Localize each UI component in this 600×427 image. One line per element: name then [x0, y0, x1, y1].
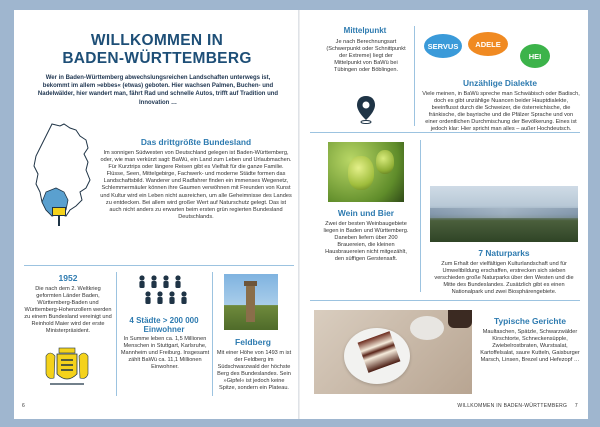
feldberg-tower [246, 284, 255, 322]
cities-title: 4 Städte > 200 000 Einwohner [129, 316, 199, 334]
dialekte-text: Viele meinen, in BaWü spreche man Schwäbisch oder Badisch, doch es gibt unzählige Nuancen beider Hauptdialekte, beeinflusst durch die Schweizer, die österreichische, die fränkische, die bayrische und die Pfälzer Sprache und von einer ordentlichen Durchmischung der Bevölkerung. Eines ist jedoch klar: Hier spricht man alles – außer Hochdeutsch. [422, 91, 580, 132]
bundesland-text: Im sonnigen Südwesten von Deutschland gelegen ist Baden-Württemberg, oder, wie man verkürzt sagt: BaWü, ein Land zum Leben und Urlaubmachen. Für Kurztrips oder längere Reisen gibt es Vielfalt für die ganze Familie. Flüsse, Seen, Mittelgebirge, Fachwerk- und moderne Städte formen das Landschaftsbild. Wanderer und Radfahrer finden ein immenses Wegenetz, Schlemmermäuler können ihre Gaumen verwöhnen mit Freunden von Kunst und Kultur wird ein Leben nicht ausreichen, um alle Geheimnisse des Landes zu entdecken. Bei allem wird großer Wert auf Naturschutz gelegt. Das ist auch nicht anders zu erwarten beim ersten grün regierten Bundesland Deutschlands. [100, 150, 292, 220]
coat-of-arms-icon [42, 346, 92, 390]
gerichte-title: Typische Gerichte [494, 316, 566, 326]
wein-title: Wein und Bier [337, 208, 395, 218]
cake-photo [314, 310, 472, 394]
page-footer-right: WILLKOMMEN IN BADEN-WÜRTTEMBERG 7 [457, 403, 578, 409]
gerichte-text: Maultaschen, Spätzle, Schwarzwälder Kirschtorte, Schneckensüpple, Zwiebelrostbraten, Wurstsalat, Kartoffelsalat, saure Kutteln, Gaisburger Marsch, Linsen, Brezel und Hefezopf … [480, 329, 580, 363]
bundesland-title: Das drittgrößte Bundesland [140, 137, 252, 147]
page-number-left: 6 [22, 403, 25, 409]
wein-text: Zwei der besten Weinbaugebiete liegen in Baden und Württemberg. Daneben liefern über 200 Brauereien, die kleinen Hausbrauereien nicht mitgezählt, den süffigen Gerstensaft. [323, 221, 409, 262]
tower-top [244, 281, 257, 286]
year-title: 1952 [58, 273, 78, 283]
left-page [14, 10, 300, 419]
right-page [300, 10, 588, 419]
naturparks-title: 7 Naturparks [478, 248, 530, 258]
page-title: WILLKOMMEN IN BADEN-WÜRTTEMBERG [62, 32, 252, 67]
speech-bubble-hei: HEI [520, 44, 550, 68]
speech-bubble-adele: ADELE [468, 32, 508, 56]
germany-map [30, 122, 92, 218]
naturpark-photo [430, 186, 578, 242]
divider [24, 265, 294, 266]
town-sign-icon [52, 207, 66, 216]
page-number-right: 7 [574, 403, 578, 409]
grapes-photo [328, 142, 404, 202]
cities-text: In Summe leben ca. 1,5 Millionen Menschen in Stuttgart, Karlsruhe, Mannheim und Freiburg. Insgesamt zählt BaWü ca. 11,1 Millionen Einwohner. [120, 336, 210, 370]
naturparks-text: Zum Erhalt der vielfältigen Kulturlandschaft und für Umweltbildung erschaffen, erstrecken sich sieben verschieden große Naturparks über den Westen und die Mitte des Bundeslandes. Zusätzlich gibt es einen Nationalpark und zwei Biosphärengebiete. [434, 261, 574, 295]
feldberg-title: Feldberg [235, 337, 271, 347]
mittelpunkt-text: Je nach Berechnungsart (Schwerpunkt oder Schnittpunkt der Extreme) liegt der Mittelpunkt von BaWü bei Tübingen oder Böblingen. [326, 39, 406, 73]
feldberg-text: Mit einer Höhe von 1493 m ist der Feldberg im Südschwarzwald der höchste Berg des Bundeslandes. Sein »Gipfel« ist jedoch keine Spitze, sondern ein Plateau. [216, 350, 292, 391]
dialekte-title: Unzählige Dialekte [462, 78, 537, 88]
intro-text: Wer in Baden-Württemberg abwechslungsreichen Landschaften unterwegs ist, bekommt im allem »ebbes« (etwas) geboten. Hier wachsen Palmen, Buchen- und Nadelwälder, hier wandert man, fährt Rad und schnelle Autos, trifft auf Tradition und Innovation … [37, 75, 279, 106]
feldberg-photo [224, 274, 278, 330]
mittelpunkt-title: Mittelpunkt [343, 26, 387, 35]
year-text: Die nach dem 2. Weltkrieg geformten Länder Baden, Württemberg-Baden und Württemberg-Hohenzollern werden zu einem Bundesland vereinigt und Reinhold Maier wird der erste Ministerpräsident. [24, 286, 112, 334]
location-pin-icon [356, 95, 376, 125]
speech-bubble-servus: SERVUS [424, 34, 462, 58]
sign-post [58, 216, 60, 226]
people-crowd-icon [134, 272, 192, 312]
